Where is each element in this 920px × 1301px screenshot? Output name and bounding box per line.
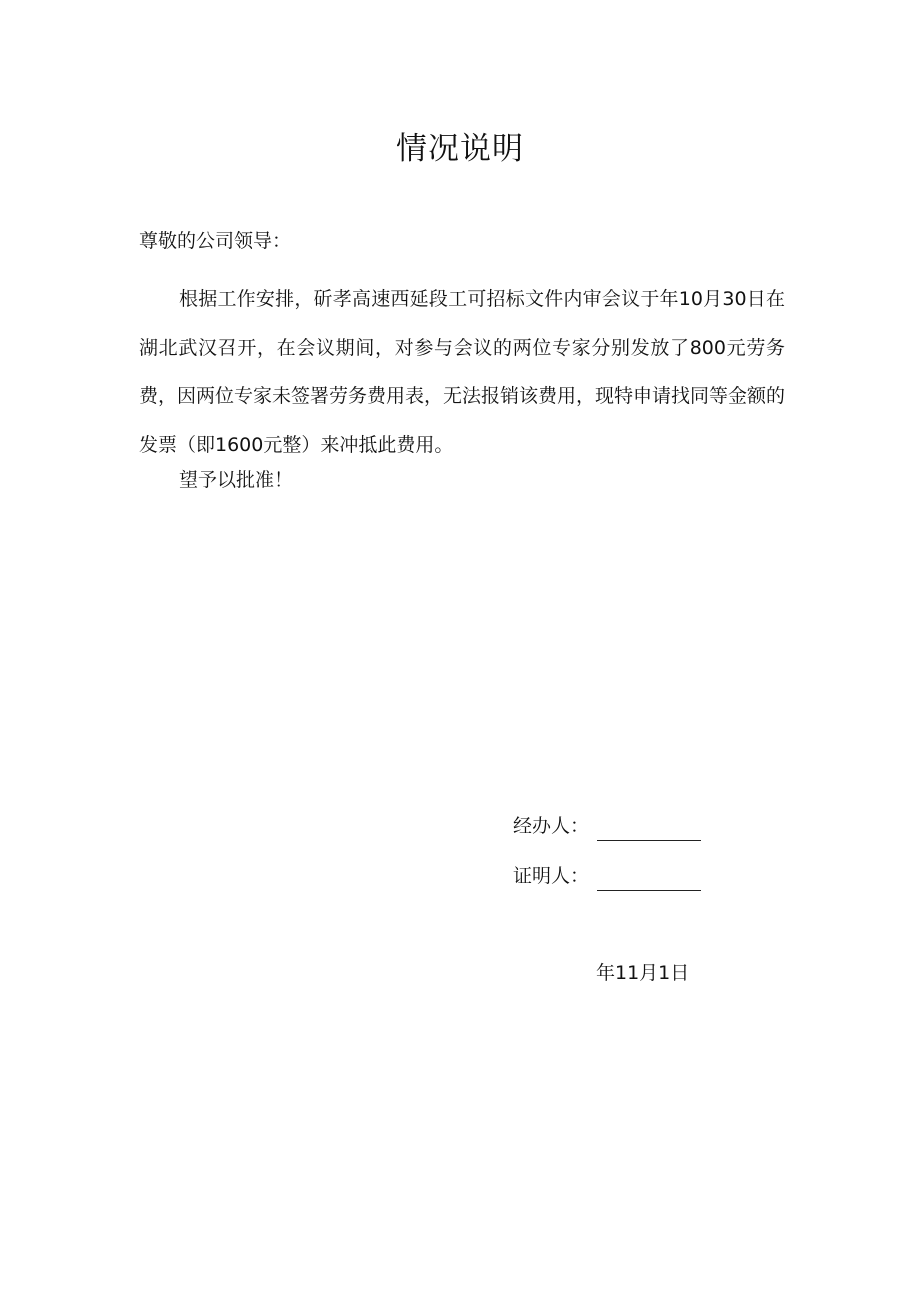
document-title: 情况说明 bbox=[396, 131, 524, 167]
witness-signature-row bbox=[513, 861, 701, 891]
handler-signature-row bbox=[513, 811, 701, 841]
salutation: 尊敬的公司领导： bbox=[139, 230, 292, 252]
body-paragraph: 根据工作安排，斫孝高速西延段工可招标文件内审会议于年10月30日在湖北武汉召开，在会议期间，对参与会议的两位专家分别发放了800元劳务费，因两位专家未签署劳务费用表，无法报销该费用，现特申请找同等金额的发票（即1600元整）来冲抵此费用。 bbox=[139, 288, 786, 456]
handler-signature-line bbox=[597, 816, 701, 841]
handler-label: 经办人： bbox=[513, 815, 590, 837]
witness-signature-line bbox=[597, 866, 701, 891]
document-date: 年11月1日 bbox=[596, 962, 690, 984]
closing-line: 望予以批准！ bbox=[179, 469, 294, 491]
witness-label: 证明人： bbox=[513, 865, 590, 887]
